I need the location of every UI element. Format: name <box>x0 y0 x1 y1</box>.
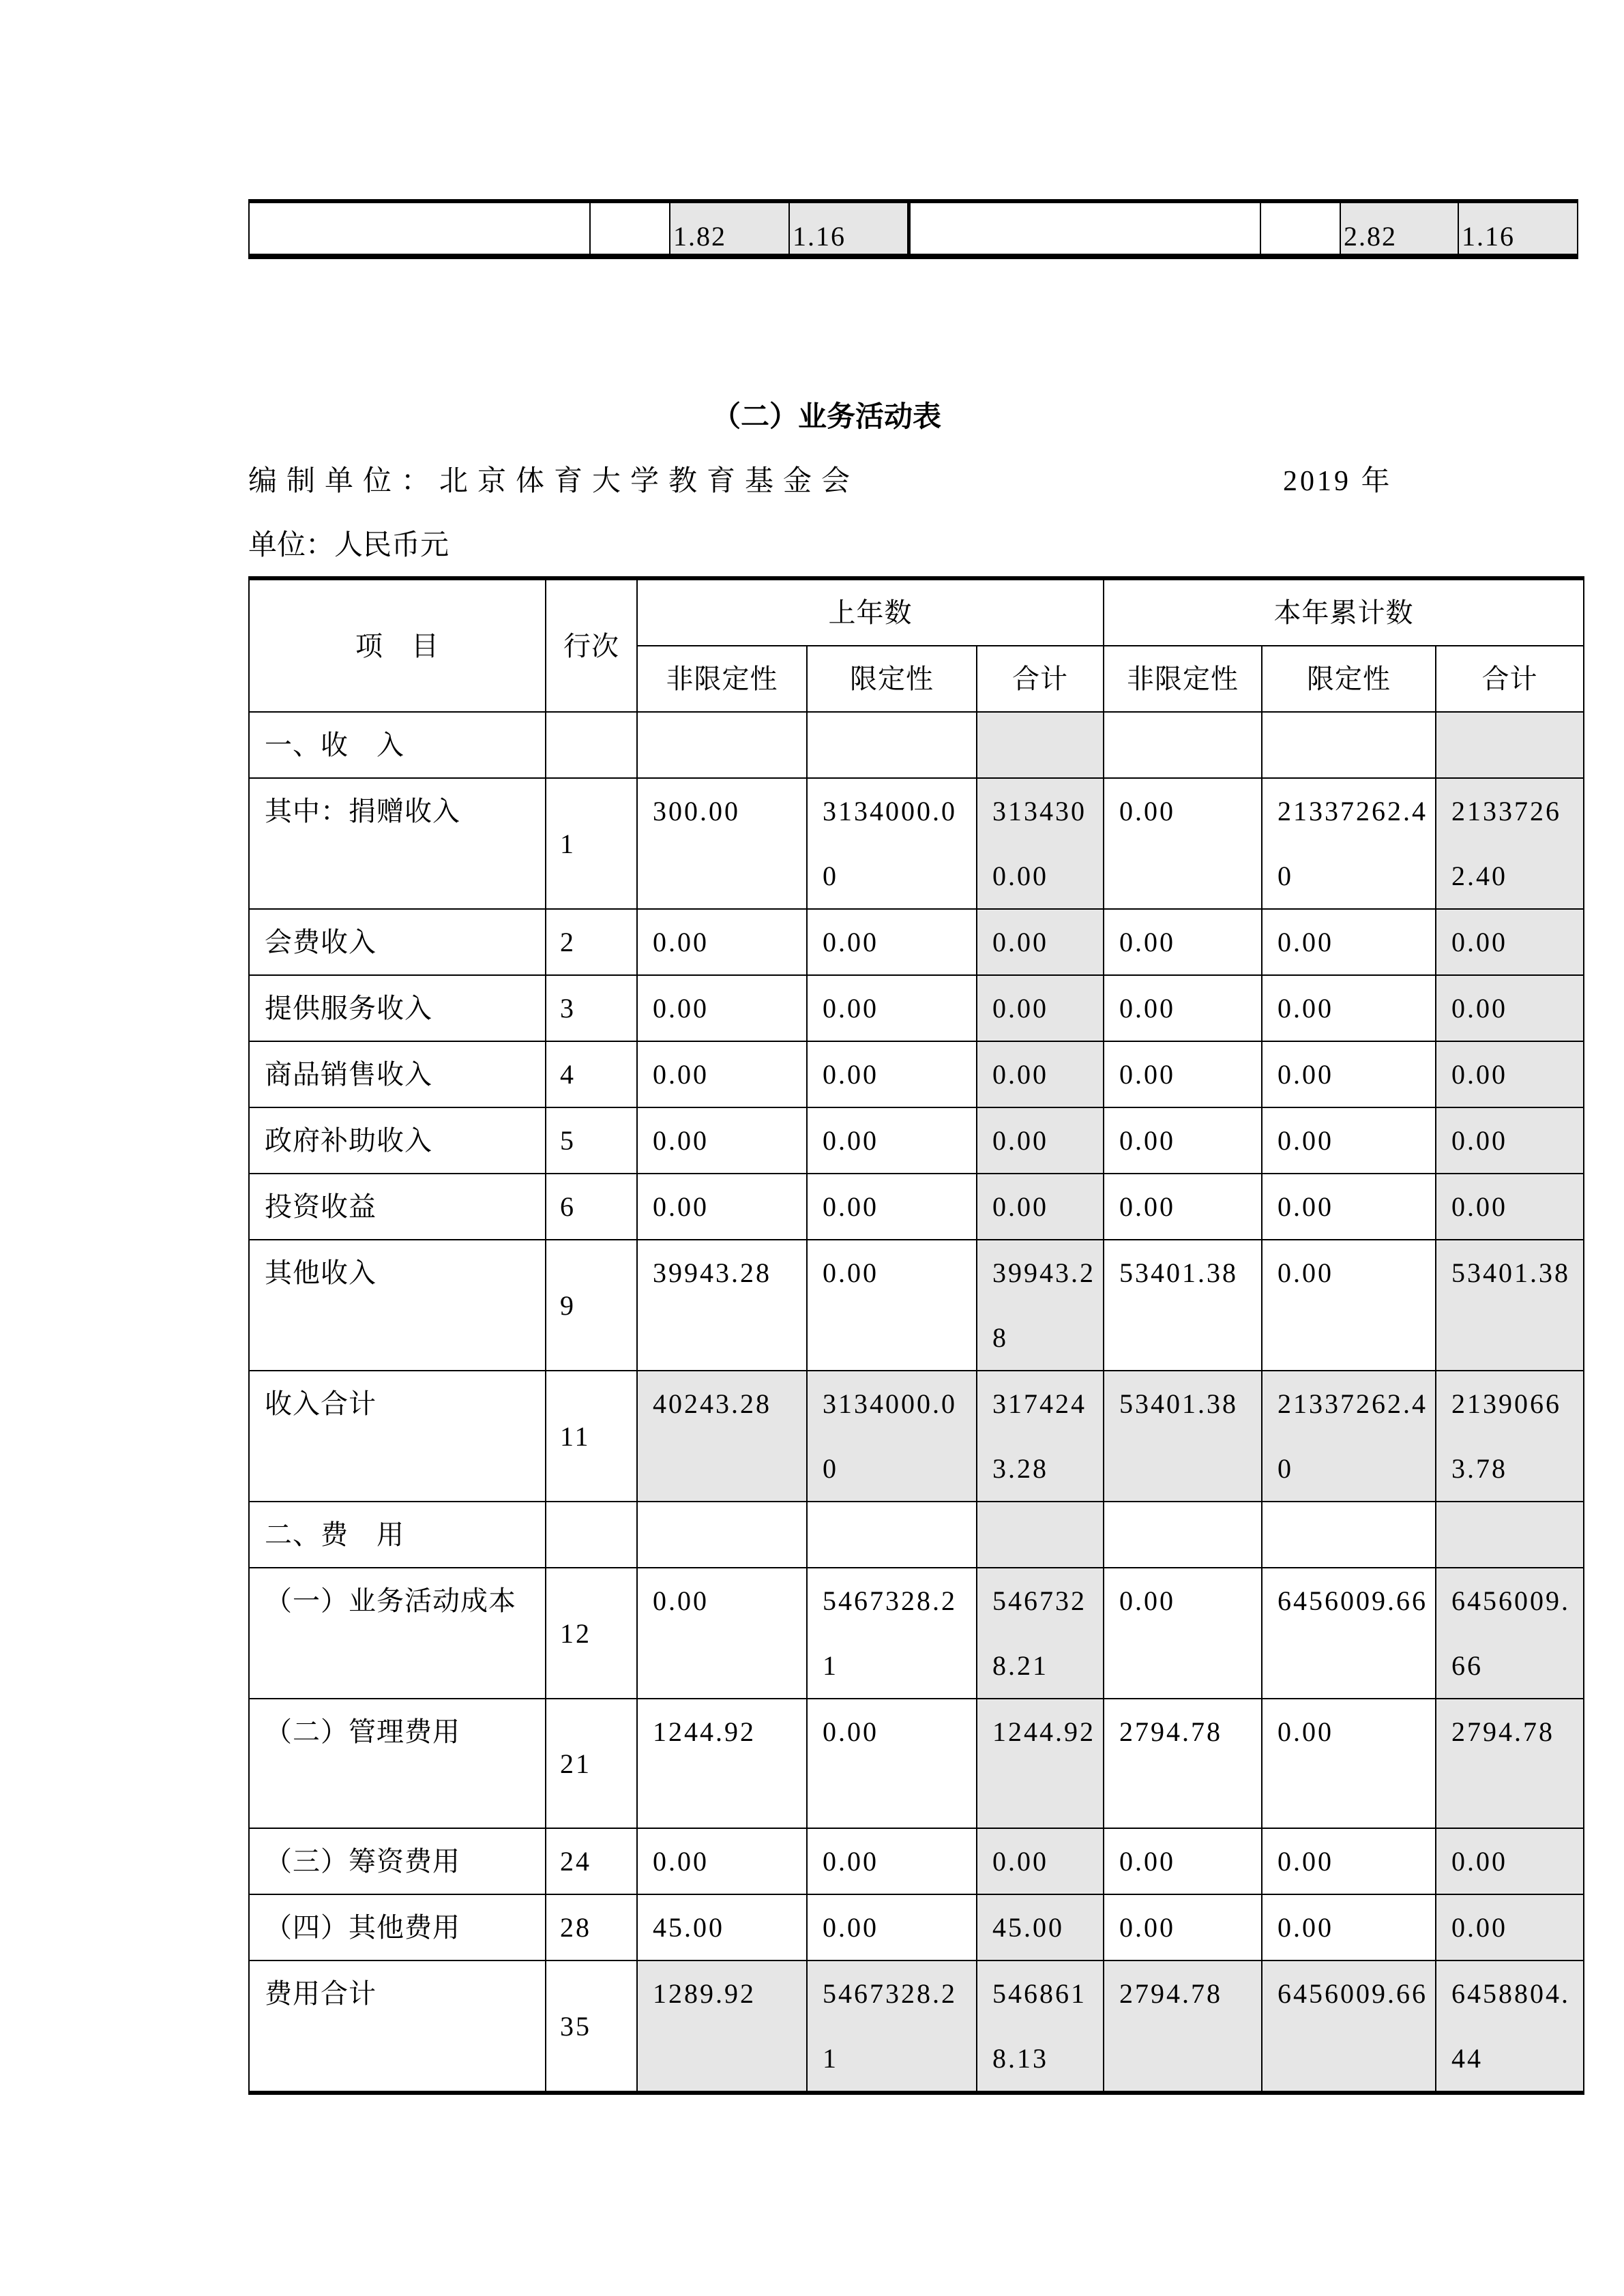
value-cell <box>637 1502 807 1568</box>
previous-table-fragment <box>248 199 1578 259</box>
value-cell: 0.00 <box>1262 1828 1436 1894</box>
row-label: 费用合计 <box>249 1960 546 2093</box>
table-row <box>249 909 1584 975</box>
value-cell <box>1436 712 1584 778</box>
table-cell <box>590 201 670 256</box>
value-cell: 21337262.40 <box>1262 1371 1436 1502</box>
value-cell: 1244.92 <box>977 1699 1104 1828</box>
value-cell <box>807 712 977 778</box>
row-label: 一、收 入 <box>249 712 546 778</box>
value-cell <box>1104 712 1262 778</box>
value-cell: 6456009.66 <box>1262 1960 1436 2093</box>
value-cell: 0.00 <box>1262 1894 1436 1960</box>
row-line-no: 24 <box>546 1828 637 1894</box>
row-line-no: 21 <box>546 1699 637 1828</box>
value-cell: 0.00 <box>807 1828 977 1894</box>
value-cell: 6456009.66 <box>1436 1568 1584 1699</box>
value-cell: 0.00 <box>1436 1107 1584 1174</box>
value-cell: 0.00 <box>1262 1174 1436 1240</box>
value-cell: 0.00 <box>637 975 807 1041</box>
value-cell <box>807 1502 977 1568</box>
row-label: （四）其他费用 <box>249 1894 546 1960</box>
value-cell: 0.00 <box>1262 975 1436 1041</box>
value-cell: 0.00 <box>1262 1240 1436 1371</box>
value-cell: 0.00 <box>1104 1894 1262 1960</box>
row-label: 商品销售收入 <box>249 1041 546 1107</box>
value-cell: 300.00 <box>637 778 807 909</box>
value-cell: 3134000.00 <box>807 778 977 909</box>
value-cell: 0.00 <box>977 1107 1104 1174</box>
row-label: 政府补助收入 <box>249 1107 546 1174</box>
table-row <box>249 1174 1584 1240</box>
value-cell: 0.00 <box>807 909 977 975</box>
value-cell: 0.00 <box>1104 1174 1262 1240</box>
table-cell: 1.16 <box>789 201 909 256</box>
value-cell: 1244.92 <box>637 1699 807 1828</box>
value-cell: 0.00 <box>1436 1041 1584 1107</box>
table-row <box>249 1107 1584 1174</box>
table-row <box>249 1371 1584 1502</box>
value-cell: 0.00 <box>977 909 1104 975</box>
subheader: 限定性 <box>1262 646 1436 712</box>
row-line-no: 28 <box>546 1894 637 1960</box>
value-cell: 0.00 <box>1262 1041 1436 1107</box>
value-cell: 21337262.40 <box>1436 778 1584 909</box>
value-cell: 0.00 <box>977 1828 1104 1894</box>
table-row <box>249 712 1584 778</box>
row-line-no: 35 <box>546 1960 637 2093</box>
row-label: （三）筹资费用 <box>249 1828 546 1894</box>
value-cell: 39943.28 <box>637 1240 807 1371</box>
table-cell: 2.82 <box>1340 201 1458 256</box>
table-cell: 1.16 <box>1458 201 1578 256</box>
value-cell: 21337262.40 <box>1262 778 1436 909</box>
header-current-year: 本年累计数 <box>1104 578 1584 646</box>
header-row <box>249 578 1584 646</box>
row-label: 其他收入 <box>249 1240 546 1371</box>
business-activity-table <box>248 576 1584 2095</box>
row-line-no <box>546 1502 637 1568</box>
row-line-no: 4 <box>546 1041 637 1107</box>
value-cell: 40243.28 <box>637 1371 807 1502</box>
value-cell: 0.00 <box>807 1699 977 1828</box>
header-prior-year: 上年数 <box>637 578 1104 646</box>
value-cell <box>1104 1502 1262 1568</box>
row-line-no: 1 <box>546 778 637 909</box>
value-cell: 0.00 <box>637 1568 807 1699</box>
subheader: 合计 <box>977 646 1104 712</box>
value-cell <box>1436 1502 1584 1568</box>
value-cell: 0.00 <box>1104 1107 1262 1174</box>
row-label: 提供服务收入 <box>249 975 546 1041</box>
value-cell <box>977 712 1104 778</box>
value-cell: 0.00 <box>637 1041 807 1107</box>
value-cell: 3134000.00 <box>807 1371 977 1502</box>
value-cell: 0.00 <box>1262 909 1436 975</box>
value-cell: 2794.78 <box>1436 1699 1584 1828</box>
value-cell: 0.00 <box>637 909 807 975</box>
value-cell: 0.00 <box>1262 1699 1436 1828</box>
value-cell: 2794.78 <box>1104 1960 1262 2093</box>
report-year: 2019 年 <box>1283 466 1393 497</box>
value-cell: 6458804.44 <box>1436 1960 1584 2093</box>
row-line-no: 2 <box>546 909 637 975</box>
value-cell: 0.00 <box>637 1107 807 1174</box>
subheader: 非限定性 <box>637 646 807 712</box>
value-cell: 0.00 <box>807 1041 977 1107</box>
row-line-no: 3 <box>546 975 637 1041</box>
table-row <box>249 1699 1584 1828</box>
row-label: （二）管理费用 <box>249 1699 546 1828</box>
table-cell <box>909 201 1260 256</box>
table-cell <box>1260 201 1340 256</box>
row-line-no: 12 <box>546 1568 637 1699</box>
currency-unit: 单位：人民币元 <box>248 530 449 561</box>
value-cell: 0.00 <box>1436 1174 1584 1240</box>
value-cell: 53401.38 <box>1104 1371 1262 1502</box>
value-cell <box>1262 712 1436 778</box>
value-cell: 3134300.00 <box>977 778 1104 909</box>
table-row <box>249 1828 1584 1894</box>
table-row <box>249 1240 1584 1371</box>
row-label: 二、费 用 <box>249 1502 546 1568</box>
value-cell: 5468618.13 <box>977 1960 1104 2093</box>
row-line-no: 6 <box>546 1174 637 1240</box>
value-cell: 5467328.21 <box>807 1568 977 1699</box>
value-cell: 0.00 <box>1262 1107 1436 1174</box>
value-cell: 0.00 <box>1104 1568 1262 1699</box>
value-cell: 0.00 <box>807 1174 977 1240</box>
value-cell: 2794.78 <box>1104 1699 1262 1828</box>
value-cell: 0.00 <box>807 1107 977 1174</box>
row-label: 投资收益 <box>249 1174 546 1240</box>
value-cell: 0.00 <box>1104 778 1262 909</box>
value-cell: 39943.28 <box>977 1240 1104 1371</box>
row-label: 其中：捐赠收入 <box>249 778 546 909</box>
table-row <box>249 1041 1584 1107</box>
value-cell <box>977 1502 1104 1568</box>
table-row <box>249 1502 1584 1568</box>
value-cell: 0.00 <box>977 1041 1104 1107</box>
value-cell: 0.00 <box>977 975 1104 1041</box>
value-cell: 0.00 <box>1104 909 1262 975</box>
value-cell: 0.00 <box>1104 975 1262 1041</box>
table-row <box>249 1568 1584 1699</box>
table-cell: 1.82 <box>670 201 789 256</box>
header-item: 项 目 <box>249 578 546 712</box>
value-cell <box>1262 1502 1436 1568</box>
row-line-no: 9 <box>546 1240 637 1371</box>
value-cell: 0.00 <box>807 975 977 1041</box>
value-cell: 5467328.21 <box>977 1568 1104 1699</box>
row-line-no <box>546 712 637 778</box>
value-cell: 53401.38 <box>1436 1240 1584 1371</box>
value-cell: 0.00 <box>637 1174 807 1240</box>
value-cell: 0.00 <box>637 1828 807 1894</box>
header-line-no: 行次 <box>546 578 637 712</box>
value-cell: 0.00 <box>1436 1894 1584 1960</box>
row-label: （一）业务活动成本 <box>249 1568 546 1699</box>
value-cell: 21390663.78 <box>1436 1371 1584 1502</box>
value-cell: 1289.92 <box>637 1960 807 2093</box>
table-row <box>249 778 1584 909</box>
value-cell: 5467328.21 <box>807 1960 977 2093</box>
row-label: 会费收入 <box>249 909 546 975</box>
table-row <box>249 201 1578 256</box>
value-cell <box>637 712 807 778</box>
value-cell: 0.00 <box>1436 909 1584 975</box>
row-label: 收入合计 <box>249 1371 546 1502</box>
value-cell: 0.00 <box>1436 1828 1584 1894</box>
value-cell: 0.00 <box>1436 975 1584 1041</box>
value-cell: 0.00 <box>807 1894 977 1960</box>
organization-line: 编制单位：北京体育大学教育基金会 <box>248 466 860 497</box>
value-cell: 6456009.66 <box>1262 1568 1436 1699</box>
value-cell: 0.00 <box>1104 1041 1262 1107</box>
value-cell: 0.00 <box>807 1240 977 1371</box>
row-line-no: 11 <box>546 1371 637 1502</box>
value-cell: 53401.38 <box>1104 1240 1262 1371</box>
value-cell: 45.00 <box>977 1894 1104 1960</box>
section-title: （二）业务活动表 <box>711 402 941 433</box>
table-row <box>249 1894 1584 1960</box>
table-cell <box>249 201 590 256</box>
value-cell: 45.00 <box>637 1894 807 1960</box>
value-cell: 3174243.28 <box>977 1371 1104 1502</box>
subheader: 非限定性 <box>1104 646 1262 712</box>
row-line-no: 5 <box>546 1107 637 1174</box>
subheader: 合计 <box>1436 646 1584 712</box>
table-row <box>249 1960 1584 2093</box>
table-row <box>249 975 1584 1041</box>
subheader: 限定性 <box>807 646 977 712</box>
value-cell: 0.00 <box>977 1174 1104 1240</box>
value-cell: 0.00 <box>1104 1828 1262 1894</box>
